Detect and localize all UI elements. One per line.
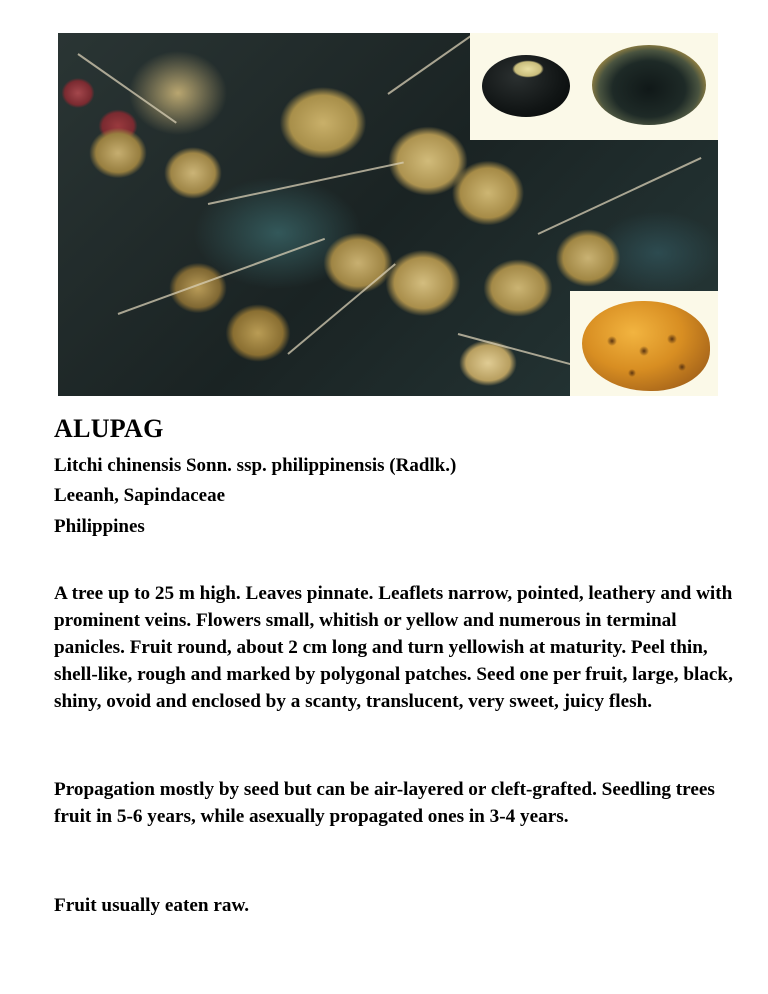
dried-fruit-inset-panel <box>570 291 718 396</box>
seed-with-flesh-icon <box>592 45 706 125</box>
scientific-name: Litchi chinensis Sonn. ssp. philippinensis (Radlk.) <box>54 455 457 476</box>
uses-section <box>54 892 744 919</box>
dried-fruit-icon <box>582 301 710 391</box>
seed-inset-panel <box>470 33 718 140</box>
fruit-photo <box>58 33 718 396</box>
propagation-paragraph: Propagation mostly by seed but can be air-layered or cleft-grafted. Seedling trees fruit in 5-6 years, while asexually propagated ones in 3-4 years. <box>54 779 715 827</box>
description-section <box>54 580 744 715</box>
description-paragraph: A tree up to 25 m high. Leaves pinnate. Leaflets narrow, pointed, leathery and with prominent veins. Flowers small, whitish or yellow and numerous in terminal panicles. Fruit round, about 2 cm long and turn yellowish at maturity. Peel thin, shell-like, rough and marked by polygonal patches. Seed one per fruit, large, black, shiny, ovoid and enclosed by a scanty, translucent, very sweet, juicy flesh. <box>54 583 733 712</box>
propagation-section <box>54 776 744 830</box>
seed-black-icon <box>482 55 570 117</box>
origin: Philippines <box>54 516 145 537</box>
authority-family: Leeanh, Sapindaceae <box>54 485 226 506</box>
page-title: ALUPAG <box>54 414 164 443</box>
uses-paragraph: Fruit usually eaten raw. <box>54 895 250 916</box>
